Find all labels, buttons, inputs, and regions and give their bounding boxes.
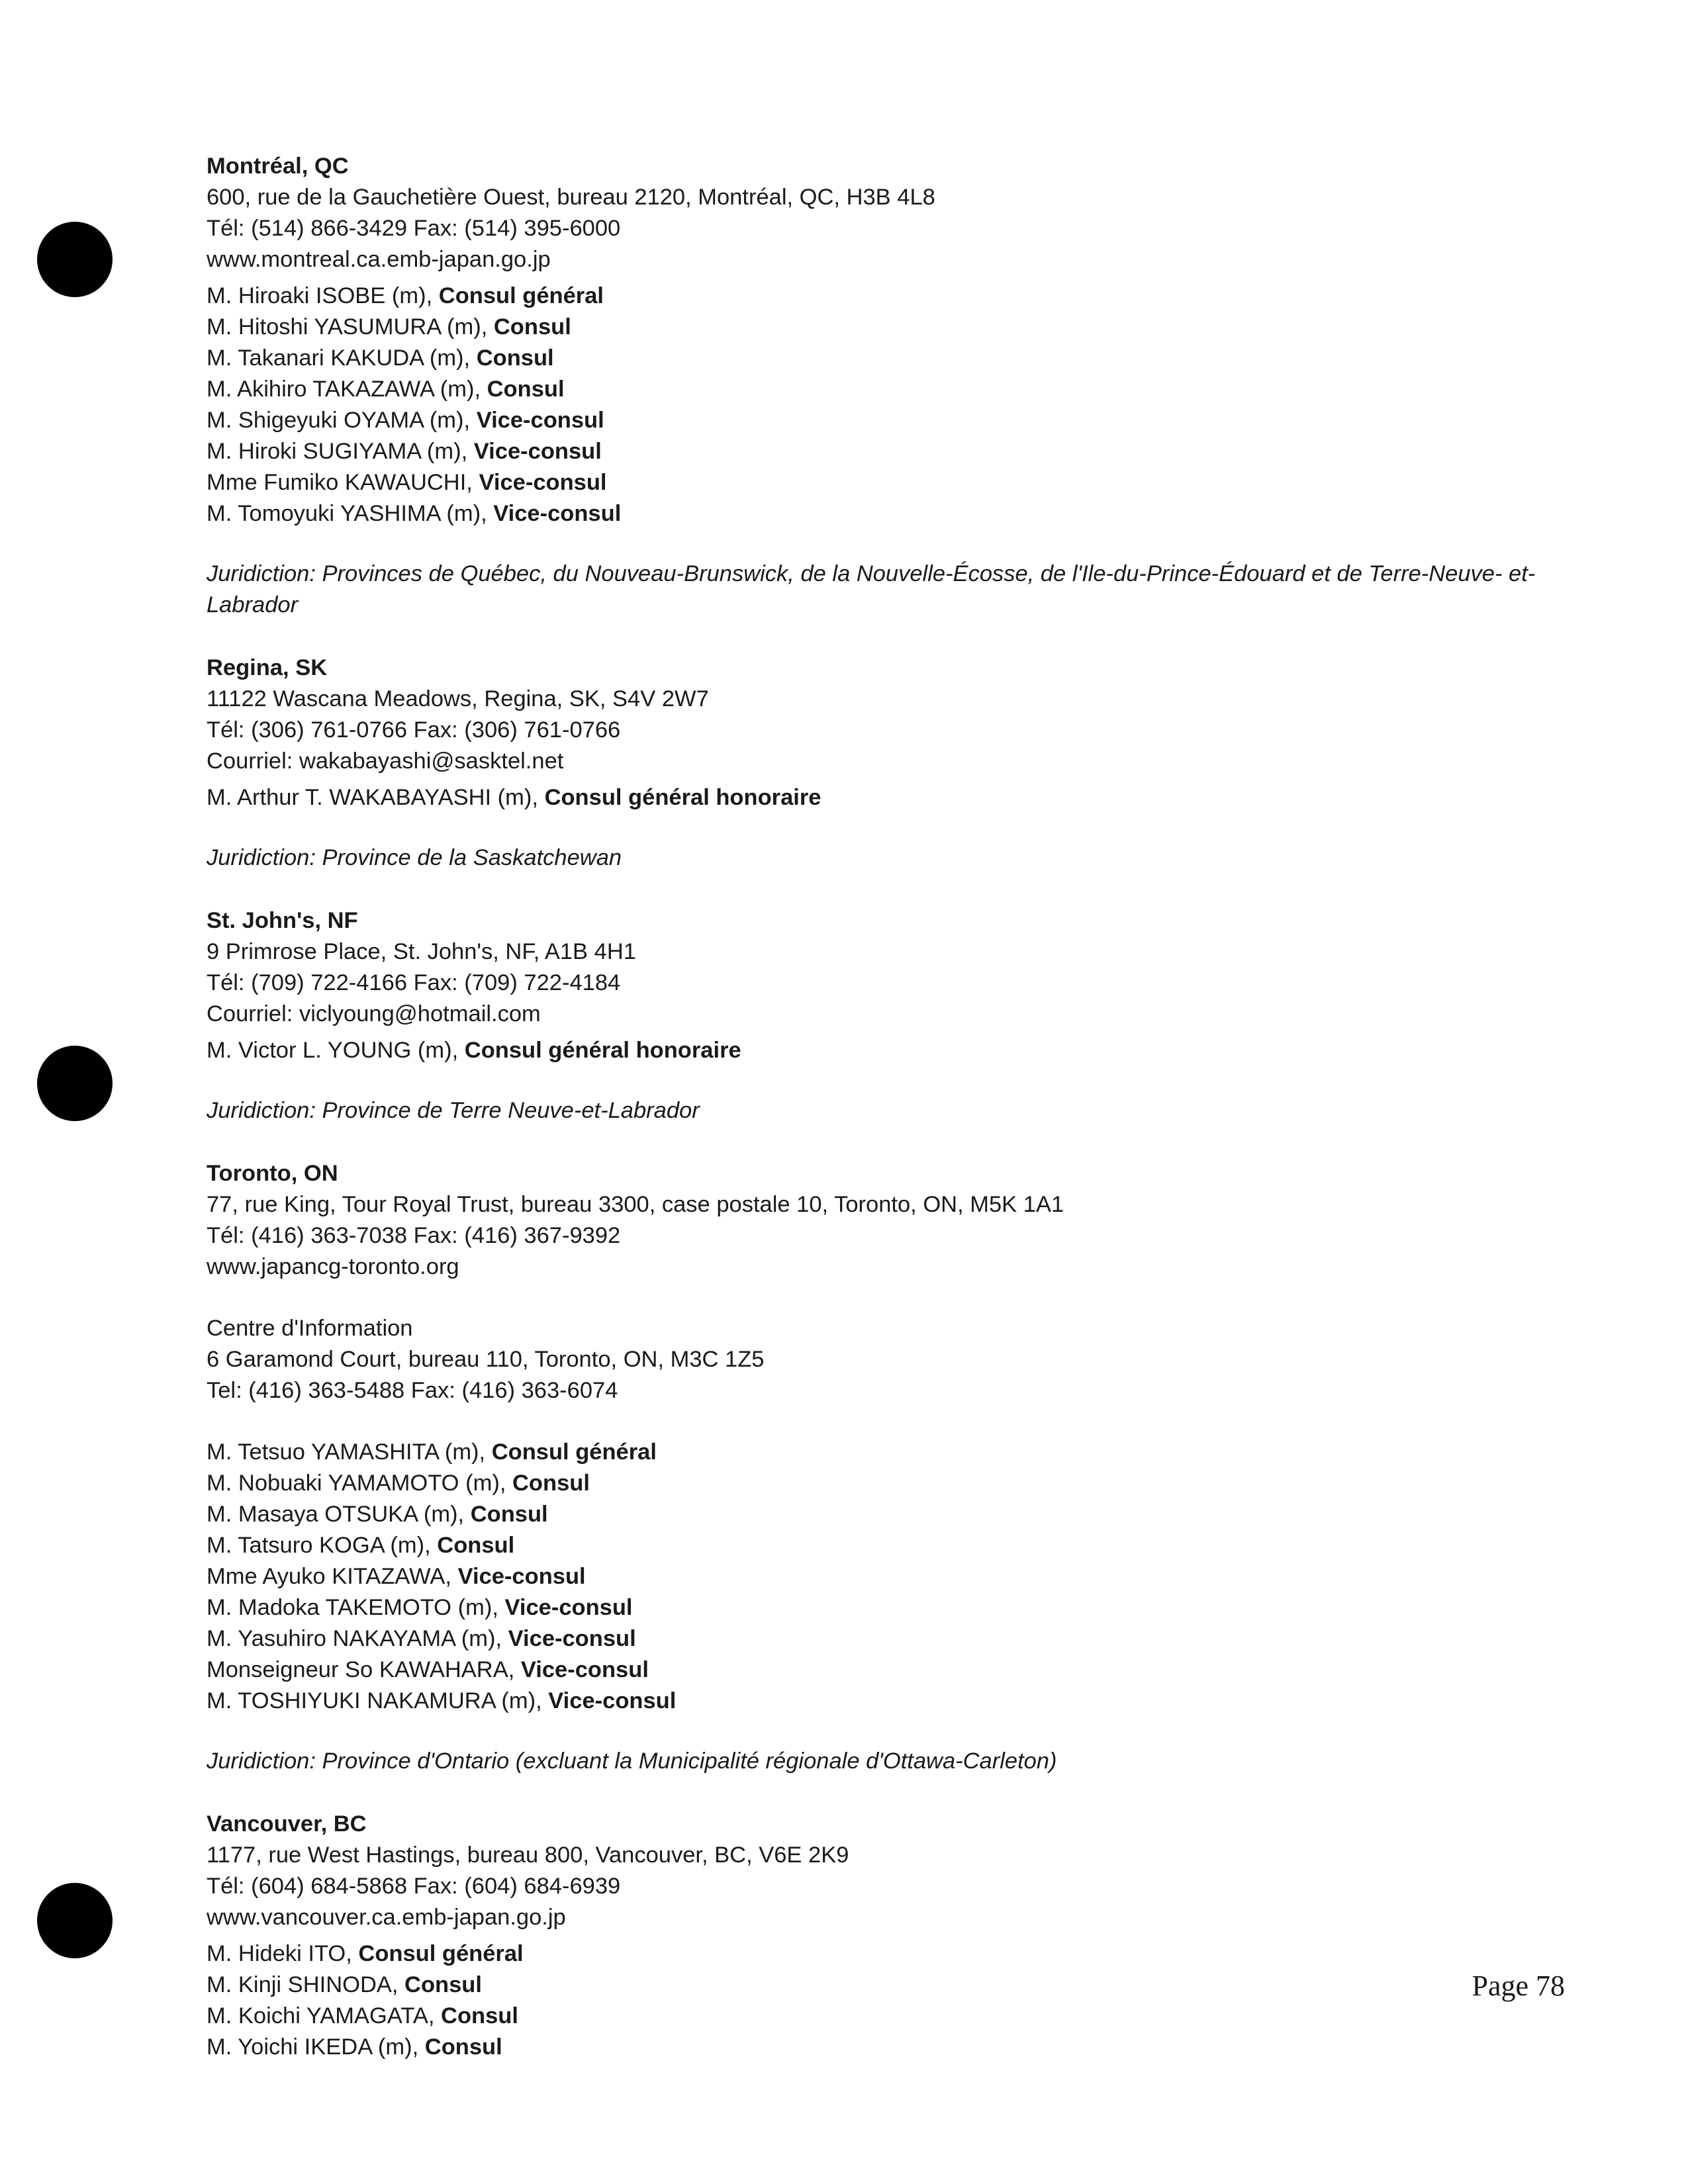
staff-entry: [207, 467, 1557, 498]
staff-name: Mme Fumiko KAWAUCHI,: [207, 470, 479, 495]
staff-entry: [207, 1938, 1557, 1970]
staff-name: M. TOSHIYUKI NAKAMURA (m),: [207, 1688, 549, 1713]
info-centre-line: 6 Garamond Court, bureau 110, Toronto, ON, M3C 1Z5: [207, 1347, 765, 1372]
address-line: Courriel: wakabayashi@sasktel.net: [207, 749, 564, 774]
staff-name: M. Hiroki SUGIYAMA (m),: [207, 439, 474, 464]
consulate-section: [207, 653, 1557, 874]
staff-title: Consul: [404, 1972, 482, 1997]
consulate-listing: [207, 151, 1557, 2095]
staff-title: Consul: [512, 1471, 590, 1496]
address-line: Tél: (604) 684-5868 Fax: (604) 684-6939: [207, 1874, 621, 1899]
info-centre-line: Tel: (416) 363-5488 Fax: (416) 363-6074: [207, 1378, 618, 1403]
jurisdiction-note: Juridiction: Provinces de Québec, du Nouveau-Brunswick, de la Nouvelle-Écosse, de l'Ile-du-Prince-Édouard et de Terre-Neuve- et-Labrador: [207, 561, 1536, 617]
staff-title: Vice-consul: [504, 1595, 633, 1620]
staff-name: M. Takanari KAKUDA (m),: [207, 345, 477, 371]
jurisdiction-note: Juridiction: Province de Terre Neuve-et-Labrador: [207, 1098, 700, 1123]
city-heading: Montréal, QC: [207, 154, 349, 179]
address-line: Tél: (514) 866-3429 Fax: (514) 395-6000: [207, 216, 621, 241]
staff-entry: [207, 1970, 1557, 2001]
info-centre-block: [207, 1313, 1557, 1406]
staff-name: M. Hideki ITO,: [207, 1941, 359, 1966]
city-heading: Toronto, ON: [207, 1161, 338, 1186]
staff-title: Consul: [424, 2034, 502, 2060]
punch-hole-middle: [37, 1046, 113, 1121]
staff-title: Consul: [441, 2003, 518, 2028]
staff-title: Consul: [476, 345, 554, 371]
staff-name: M. Madoka TAKEMOTO (m),: [207, 1595, 505, 1620]
staff-name: M. Tetsuo YAMASHITA (m),: [207, 1439, 492, 1465]
staff-name: M. Hiroaki ISOBE (m),: [207, 283, 439, 308]
staff-name: M. Hitoshi YASUMURA (m),: [207, 314, 494, 340]
staff-title: Vice-consul: [473, 439, 602, 464]
staff-title: Vice-consul: [479, 470, 607, 495]
staff-entry: [207, 343, 1557, 374]
address-line: www.japancg-toronto.org: [207, 1254, 459, 1279]
staff-list: [207, 1938, 1557, 2063]
staff-entry: [207, 2001, 1557, 2032]
city-heading: St. John's, NF: [207, 908, 358, 933]
staff-name: M. Tatsuro KOGA (m),: [207, 1533, 438, 1558]
page-number: Page 78: [1472, 1970, 1565, 2002]
staff-title: Vice-consul: [493, 501, 622, 526]
staff-title: Consul: [487, 377, 565, 402]
staff-entry: [207, 1655, 1557, 1686]
staff-title: Vice-consul: [548, 1688, 677, 1713]
address-line: Tél: (709) 722-4166 Fax: (709) 722-4184: [207, 970, 621, 995]
staff-name: Monseigneur So KAWAHARA,: [207, 1657, 521, 1682]
jurisdiction-note: Juridiction: Province d'Ontario (excluant la Municipalité régionale d'Ottawa-Carleton): [207, 1749, 1057, 1774]
staff-entry: [207, 1561, 1557, 1592]
staff-entry: [207, 312, 1557, 343]
address-line: 11122 Wascana Meadows, Regina, SK, S4V 2W7: [207, 686, 709, 711]
staff-entry: [207, 1499, 1557, 1530]
staff-title: Consul général honoraire: [544, 785, 821, 810]
consulate-section: [207, 905, 1557, 1126]
staff-name: M. Yasuhiro NAKAYAMA (m),: [207, 1626, 508, 1651]
staff-title: Vice-consul: [457, 1564, 586, 1589]
consulate-section: [207, 1158, 1557, 1777]
staff-list: [207, 1035, 1557, 1066]
address-line: Tél: (416) 363-7038 Fax: (416) 367-9392: [207, 1223, 621, 1248]
staff-title: Consul général: [438, 283, 604, 308]
staff-entry: [207, 1686, 1557, 1717]
city-heading: Vancouver, BC: [207, 1811, 367, 1837]
staff-name: Mme Ayuko KITAZAWA,: [207, 1564, 458, 1589]
address-line: Tél: (306) 761-0766 Fax: (306) 761-0766: [207, 717, 621, 743]
staff-title: Vice-consul: [476, 408, 604, 433]
staff-title: Consul général: [491, 1439, 657, 1465]
staff-entry: [207, 2032, 1557, 2063]
staff-entry: [207, 1530, 1557, 1561]
staff-entry: [207, 1592, 1557, 1623]
staff-name: M. Yoichi IKEDA (m),: [207, 2034, 425, 2060]
staff-entry: [207, 405, 1557, 436]
staff-list: [207, 1437, 1557, 1717]
staff-name: M. Masaya OTSUKA (m),: [207, 1502, 471, 1527]
staff-list: [207, 782, 1557, 813]
staff-entry: [207, 1468, 1557, 1499]
staff-title: Consul: [470, 1502, 548, 1527]
staff-name: M. Koichi YAMAGATA,: [207, 2003, 442, 2028]
staff-entry: [207, 1623, 1557, 1655]
punch-hole-bottom: [37, 1883, 113, 1958]
staff-title: Consul: [493, 314, 571, 340]
staff-title: Consul: [437, 1533, 515, 1558]
address-line: 1177, rue West Hastings, bureau 800, Vancouver, BC, V6E 2K9: [207, 1843, 849, 1868]
staff-name: M. Arthur T. WAKABAYASHI (m),: [207, 785, 545, 810]
staff-title: Consul général: [358, 1941, 524, 1966]
city-heading: Regina, SK: [207, 655, 328, 680]
consulate-section: [207, 151, 1557, 621]
info-centre-line: Centre d'Information: [207, 1316, 413, 1341]
address-line: 9 Primrose Place, St. John's, NF, A1B 4H1: [207, 939, 636, 964]
staff-entry: [207, 782, 1557, 813]
staff-title: Vice-consul: [508, 1626, 636, 1651]
staff-title: Consul général honoraire: [464, 1038, 741, 1063]
address-line: www.montreal.ca.emb-japan.go.jp: [207, 247, 551, 272]
address-line: www.vancouver.ca.emb-japan.go.jp: [207, 1905, 566, 1930]
staff-entry: [207, 1035, 1557, 1066]
punch-hole-top: [37, 222, 113, 297]
staff-list: [207, 281, 1557, 529]
address-line: Courriel: viclyoung@hotmail.com: [207, 1001, 541, 1026]
staff-entry: [207, 498, 1557, 529]
staff-entry: [207, 1437, 1557, 1468]
address-line: 77, rue King, Tour Royal Trust, bureau 3300, case postale 10, Toronto, ON, M5K 1A1: [207, 1192, 1064, 1217]
staff-name: M. Victor L. YOUNG (m),: [207, 1038, 465, 1063]
staff-name: M. Kinji SHINODA,: [207, 1972, 405, 1997]
jurisdiction-note: Juridiction: Province de la Saskatchewan: [207, 845, 622, 870]
staff-entry: [207, 436, 1557, 467]
staff-entry: [207, 281, 1557, 312]
address-line: 600, rue de la Gauchetière Ouest, bureau 2120, Montréal, QC, H3B 4L8: [207, 185, 935, 210]
consulate-section: [207, 1809, 1557, 2063]
staff-name: M. Tomoyuki YASHIMA (m),: [207, 501, 494, 526]
staff-name: M. Shigeyuki OYAMA (m),: [207, 408, 477, 433]
staff-name: M. Akihiro TAKAZAWA (m),: [207, 377, 487, 402]
staff-title: Vice-consul: [520, 1657, 649, 1682]
staff-name: M. Nobuaki YAMAMOTO (m),: [207, 1471, 512, 1496]
staff-entry: [207, 374, 1557, 405]
